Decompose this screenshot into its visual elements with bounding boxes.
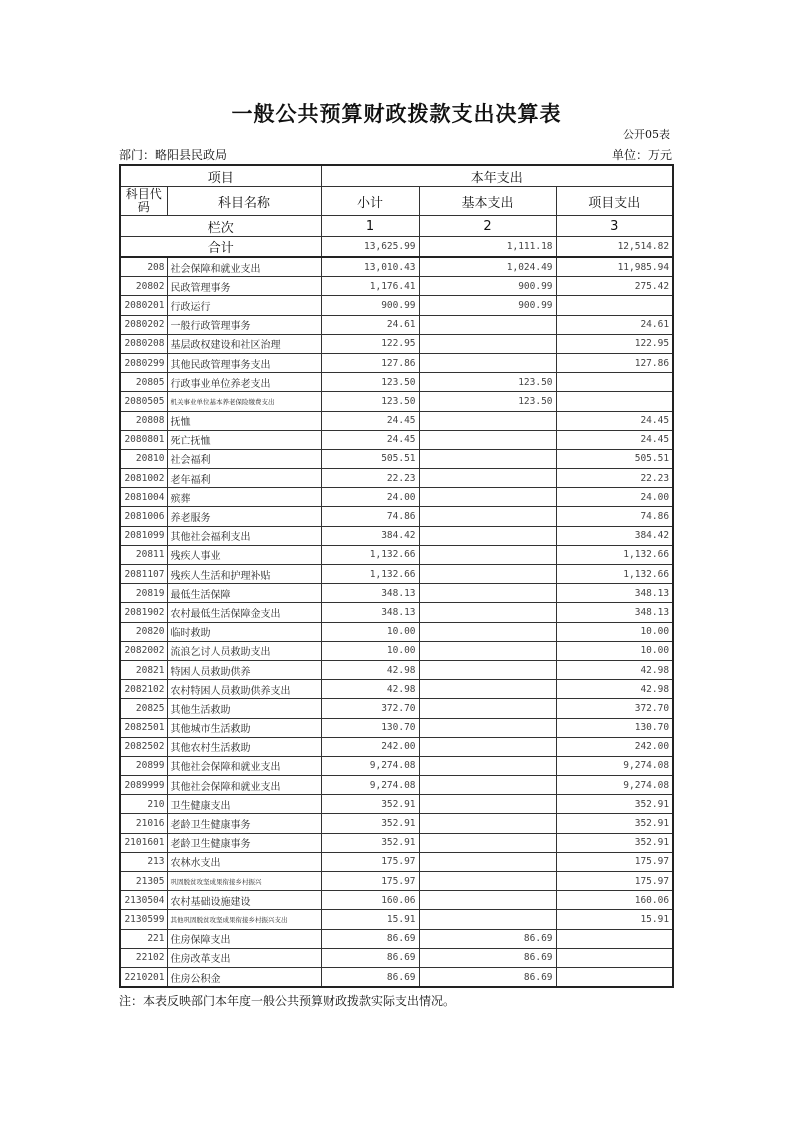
subtotal-cell: 86.69 — [321, 967, 419, 987]
project-cell: 348.13 — [556, 584, 673, 603]
subject-name: 住房公积金 — [167, 967, 321, 987]
header-item: 项目 — [120, 165, 321, 187]
project-cell: 24.45 — [556, 430, 673, 449]
project-cell — [556, 929, 673, 948]
subject-code: 20810 — [120, 449, 167, 468]
table-row — [120, 967, 673, 987]
table-row — [120, 353, 673, 372]
project-cell: 175.97 — [556, 872, 673, 891]
header-row-1 — [120, 165, 673, 187]
subject-name: 殡葬 — [167, 488, 321, 507]
basic-cell — [419, 469, 556, 488]
table-row — [120, 891, 673, 910]
project-cell: 352.91 — [556, 833, 673, 852]
basic-cell: 1,024.49 — [419, 257, 556, 277]
subtotal-cell: 352.91 — [321, 814, 419, 833]
subject-name: 最低生活保障 — [167, 584, 321, 603]
subject-code: 2082002 — [120, 641, 167, 660]
project-cell: 10.00 — [556, 622, 673, 641]
table-row — [120, 315, 673, 334]
basic-cell — [419, 315, 556, 334]
basic-cell — [419, 795, 556, 814]
table-row — [120, 910, 673, 929]
project-cell: 505.51 — [556, 449, 673, 468]
subtotal-cell: 123.50 — [321, 373, 419, 392]
table-row — [120, 814, 673, 833]
basic-cell — [419, 641, 556, 660]
subject-name: 其他社会保障和就业支出 — [167, 756, 321, 775]
basic-cell — [419, 833, 556, 852]
basic-cell — [419, 718, 556, 737]
subtotal-cell: 24.61 — [321, 315, 419, 334]
basic-cell — [419, 584, 556, 603]
table-row — [120, 852, 673, 871]
basic-cell — [419, 565, 556, 584]
basic-cell — [419, 680, 556, 699]
table-row — [120, 411, 673, 430]
subject-name: 行政运行 — [167, 296, 321, 315]
subject-name: 住房保障支出 — [167, 929, 321, 948]
subject-code: 2080299 — [120, 353, 167, 372]
subject-code: 20819 — [120, 584, 167, 603]
basic-cell — [419, 852, 556, 871]
project-cell: 160.06 — [556, 891, 673, 910]
subtotal-cell: 24.45 — [321, 411, 419, 430]
subject-name: 死亡抚恤 — [167, 430, 321, 449]
subject-code: 2081002 — [120, 469, 167, 488]
table-row — [120, 257, 673, 277]
basic-cell — [419, 411, 556, 430]
header-basic: 基本支出 — [419, 187, 556, 216]
subtotal-cell: 24.00 — [321, 488, 419, 507]
subject-name: 基层政权建设和社区治理 — [167, 334, 321, 353]
subject-code: 2089999 — [120, 776, 167, 795]
table-row — [120, 430, 673, 449]
project-cell: 122.95 — [556, 334, 673, 353]
project-cell — [556, 373, 673, 392]
basic-cell — [419, 488, 556, 507]
subject-name: 老龄卫生健康事务 — [167, 833, 321, 852]
basic-cell: 86.69 — [419, 948, 556, 967]
total-subtotal: 13,625.99 — [321, 237, 419, 258]
subtotal-cell: 9,274.08 — [321, 756, 419, 775]
subject-name: 农林水支出 — [167, 852, 321, 871]
basic-cell: 123.50 — [419, 373, 556, 392]
project-cell: 127.86 — [556, 353, 673, 372]
basic-cell — [419, 545, 556, 564]
table-row — [120, 718, 673, 737]
subtotal-cell: 10.00 — [321, 622, 419, 641]
header-column-row: 栏次 — [120, 216, 321, 237]
project-cell: 348.13 — [556, 603, 673, 622]
subtotal-cell: 86.69 — [321, 929, 419, 948]
basic-cell: 900.99 — [419, 296, 556, 315]
basic-cell — [419, 814, 556, 833]
subject-code: 21016 — [120, 814, 167, 833]
table-row — [120, 948, 673, 967]
header-name: 科目名称 — [167, 187, 321, 216]
project-cell: 24.45 — [556, 411, 673, 430]
subject-code: 2081902 — [120, 603, 167, 622]
subject-code: 2130599 — [120, 910, 167, 929]
project-cell: 9,274.08 — [556, 756, 673, 775]
subject-name: 养老服务 — [167, 507, 321, 526]
basic-cell: 86.69 — [419, 929, 556, 948]
header-project: 项目支出 — [556, 187, 673, 216]
subject-code: 2081004 — [120, 488, 167, 507]
project-cell: 1,132.66 — [556, 545, 673, 564]
table-row — [120, 392, 673, 411]
subject-code: 21305 — [120, 872, 167, 891]
subject-name: 其他巩固脱贫攻坚成果衔接乡村振兴支出 — [167, 910, 321, 929]
header-col3: 3 — [556, 216, 673, 237]
table-row — [120, 776, 673, 795]
subject-code: 20821 — [120, 660, 167, 679]
subject-name: 农村最低生活保障金支出 — [167, 603, 321, 622]
basic-cell — [419, 334, 556, 353]
subtotal-cell: 160.06 — [321, 891, 419, 910]
table-row — [120, 488, 673, 507]
subject-code: 20899 — [120, 756, 167, 775]
project-cell: 42.98 — [556, 660, 673, 679]
basic-cell — [419, 910, 556, 929]
basic-cell — [419, 756, 556, 775]
subject-name: 住房改革支出 — [167, 948, 321, 967]
subject-name: 临时救助 — [167, 622, 321, 641]
basic-cell — [419, 872, 556, 891]
subject-code: 2081107 — [120, 565, 167, 584]
subtotal-cell: 22.23 — [321, 469, 419, 488]
subject-code: 20802 — [120, 277, 167, 296]
table-row — [120, 584, 673, 603]
subject-code: 20805 — [120, 373, 167, 392]
basic-cell — [419, 699, 556, 718]
project-cell: 372.70 — [556, 699, 673, 718]
project-cell — [556, 296, 673, 315]
subtotal-cell: 352.91 — [321, 795, 419, 814]
subtotal-cell: 175.97 — [321, 872, 419, 891]
basic-cell — [419, 526, 556, 545]
project-cell: 24.00 — [556, 488, 673, 507]
project-cell: 275.42 — [556, 277, 673, 296]
subject-name: 其他社会保障和就业支出 — [167, 776, 321, 795]
table-row — [120, 565, 673, 584]
subtotal-cell: 86.69 — [321, 948, 419, 967]
subject-code: 208 — [120, 257, 167, 277]
table-row — [120, 833, 673, 852]
subject-code: 2101601 — [120, 833, 167, 852]
subject-name: 流浪乞讨人员救助支出 — [167, 641, 321, 660]
header-row-2 — [120, 187, 673, 216]
project-cell — [556, 967, 673, 987]
project-cell: 74.86 — [556, 507, 673, 526]
project-cell: 24.61 — [556, 315, 673, 334]
basic-cell — [419, 507, 556, 526]
table-row — [120, 469, 673, 488]
basic-cell — [419, 430, 556, 449]
subtotal-cell: 127.86 — [321, 353, 419, 372]
header-col1: 1 — [321, 216, 419, 237]
subtotal-cell: 372.70 — [321, 699, 419, 718]
subtotal-cell: 122.95 — [321, 334, 419, 353]
subtotal-cell: 15.91 — [321, 910, 419, 929]
table-row — [120, 334, 673, 353]
table-row — [120, 507, 673, 526]
subject-name: 其他社会福利支出 — [167, 526, 321, 545]
form-number: 公开05表 — [623, 128, 670, 141]
header-subtotal: 小计 — [321, 187, 419, 216]
project-cell — [556, 392, 673, 411]
page-title: 一般公共预算财政拨款支出决算表 — [231, 102, 562, 126]
project-cell: 352.91 — [556, 814, 673, 833]
subject-code: 2130504 — [120, 891, 167, 910]
subject-code: 2080801 — [120, 430, 167, 449]
subtotal-cell: 1,132.66 — [321, 545, 419, 564]
project-cell: 42.98 — [556, 680, 673, 699]
subject-code: 2081099 — [120, 526, 167, 545]
subject-name: 老年福利 — [167, 469, 321, 488]
project-cell: 15.91 — [556, 910, 673, 929]
table-row — [120, 641, 673, 660]
subject-name: 卫生健康支出 — [167, 795, 321, 814]
header-current-year: 本年支出 — [321, 165, 673, 187]
subtotal-cell: 13,010.43 — [321, 257, 419, 277]
subject-name: 老龄卫生健康事务 — [167, 814, 321, 833]
department-label: 部门：略阳县民政局 — [119, 148, 228, 162]
basic-cell — [419, 603, 556, 622]
header-col2: 2 — [419, 216, 556, 237]
basic-cell — [419, 622, 556, 641]
subject-name: 其他生活救助 — [167, 699, 321, 718]
subtotal-cell: 348.13 — [321, 584, 419, 603]
subject-name: 农村特困人员救助供养支出 — [167, 680, 321, 699]
table-row — [120, 296, 673, 315]
basic-cell: 123.50 — [419, 392, 556, 411]
subtotal-cell: 42.98 — [321, 660, 419, 679]
project-cell: 175.97 — [556, 852, 673, 871]
subject-code: 20825 — [120, 699, 167, 718]
table-row — [120, 699, 673, 718]
subject-name: 抚恤 — [167, 411, 321, 430]
total-label: 合计 — [120, 237, 321, 258]
subject-code: 2081006 — [120, 507, 167, 526]
subtotal-cell: 9,274.08 — [321, 776, 419, 795]
subject-code: 20808 — [120, 411, 167, 430]
total-project: 12,514.82 — [556, 237, 673, 258]
subtotal-cell: 24.45 — [321, 430, 419, 449]
project-cell: 1,132.66 — [556, 565, 673, 584]
subject-name: 残疾人生活和护理补贴 — [167, 565, 321, 584]
subtotal-cell: 1,132.66 — [321, 565, 419, 584]
subject-code: 2082102 — [120, 680, 167, 699]
total-basic: 1,111.18 — [419, 237, 556, 258]
table-row — [120, 737, 673, 756]
project-cell: 242.00 — [556, 737, 673, 756]
subject-name: 特困人员救助供养 — [167, 660, 321, 679]
subtotal-cell: 1,176.41 — [321, 277, 419, 296]
subtotal-cell: 505.51 — [321, 449, 419, 468]
subject-name: 残疾人事业 — [167, 545, 321, 564]
table-row — [120, 545, 673, 564]
subtotal-cell: 900.99 — [321, 296, 419, 315]
table-row — [120, 373, 673, 392]
table-row — [120, 277, 673, 296]
subject-name: 其他城市生活救助 — [167, 718, 321, 737]
table-row — [120, 660, 673, 679]
expenditure-table — [119, 164, 674, 988]
subject-name: 其他农村生活救助 — [167, 737, 321, 756]
subject-name: 民政管理事务 — [167, 277, 321, 296]
subtotal-cell: 384.42 — [321, 526, 419, 545]
table-row — [120, 795, 673, 814]
subject-code: 2082501 — [120, 718, 167, 737]
unit-label: 单位：万元 — [611, 148, 672, 162]
footnote: 注：本表反映部门本年度一般公共预算财政拨款实际支出情况。 — [119, 994, 456, 1008]
project-cell: 22.23 — [556, 469, 673, 488]
basic-cell — [419, 449, 556, 468]
basic-cell — [419, 353, 556, 372]
subject-code: 2080202 — [120, 315, 167, 334]
table-row — [120, 756, 673, 775]
subject-name: 机关事业单位基本养老保险缴费支出 — [167, 392, 321, 411]
basic-cell — [419, 891, 556, 910]
subject-code: 210 — [120, 795, 167, 814]
project-cell: 10.00 — [556, 641, 673, 660]
table-row — [120, 680, 673, 699]
basic-cell: 900.99 — [419, 277, 556, 296]
subject-name: 农村基础设施建设 — [167, 891, 321, 910]
subtotal-cell: 348.13 — [321, 603, 419, 622]
subject-code: 2080208 — [120, 334, 167, 353]
subject-code: 2080201 — [120, 296, 167, 315]
project-cell — [556, 948, 673, 967]
project-cell: 11,985.94 — [556, 257, 673, 277]
table-row — [120, 449, 673, 468]
subject-name: 行政事业单位养老支出 — [167, 373, 321, 392]
subtotal-cell: 130.70 — [321, 718, 419, 737]
subject-code: 20811 — [120, 545, 167, 564]
table-row — [120, 526, 673, 545]
subject-code: 221 — [120, 929, 167, 948]
total-row — [120, 237, 673, 258]
subject-name: 其他民政管理事务支出 — [167, 353, 321, 372]
basic-cell — [419, 737, 556, 756]
subtotal-cell: 352.91 — [321, 833, 419, 852]
project-cell: 352.91 — [556, 795, 673, 814]
subject-code: 2210201 — [120, 967, 167, 987]
table-row — [120, 872, 673, 891]
subject-name: 社会福利 — [167, 449, 321, 468]
header-row-3 — [120, 216, 673, 237]
subtotal-cell: 10.00 — [321, 641, 419, 660]
project-cell: 9,274.08 — [556, 776, 673, 795]
subtotal-cell: 123.50 — [321, 392, 419, 411]
basic-cell — [419, 776, 556, 795]
subject-code: 2082502 — [120, 737, 167, 756]
basic-cell — [419, 660, 556, 679]
header-code: 科目代码 — [120, 187, 167, 216]
subtotal-cell: 175.97 — [321, 852, 419, 871]
project-cell: 130.70 — [556, 718, 673, 737]
subject-code: 213 — [120, 852, 167, 871]
subject-code: 2080505 — [120, 392, 167, 411]
table-row — [120, 929, 673, 948]
subtotal-cell: 42.98 — [321, 680, 419, 699]
subject-name: 社会保障和就业支出 — [167, 257, 321, 277]
table-row — [120, 603, 673, 622]
basic-cell: 86.69 — [419, 967, 556, 987]
subject-name: 一般行政管理事务 — [167, 315, 321, 334]
subtotal-cell: 242.00 — [321, 737, 419, 756]
table-row — [120, 622, 673, 641]
subject-name: 巩固脱贫攻坚成果衔接乡村振兴 — [167, 872, 321, 891]
subject-code: 20820 — [120, 622, 167, 641]
project-cell: 384.42 — [556, 526, 673, 545]
subtotal-cell: 74.86 — [321, 507, 419, 526]
subject-code: 22102 — [120, 948, 167, 967]
